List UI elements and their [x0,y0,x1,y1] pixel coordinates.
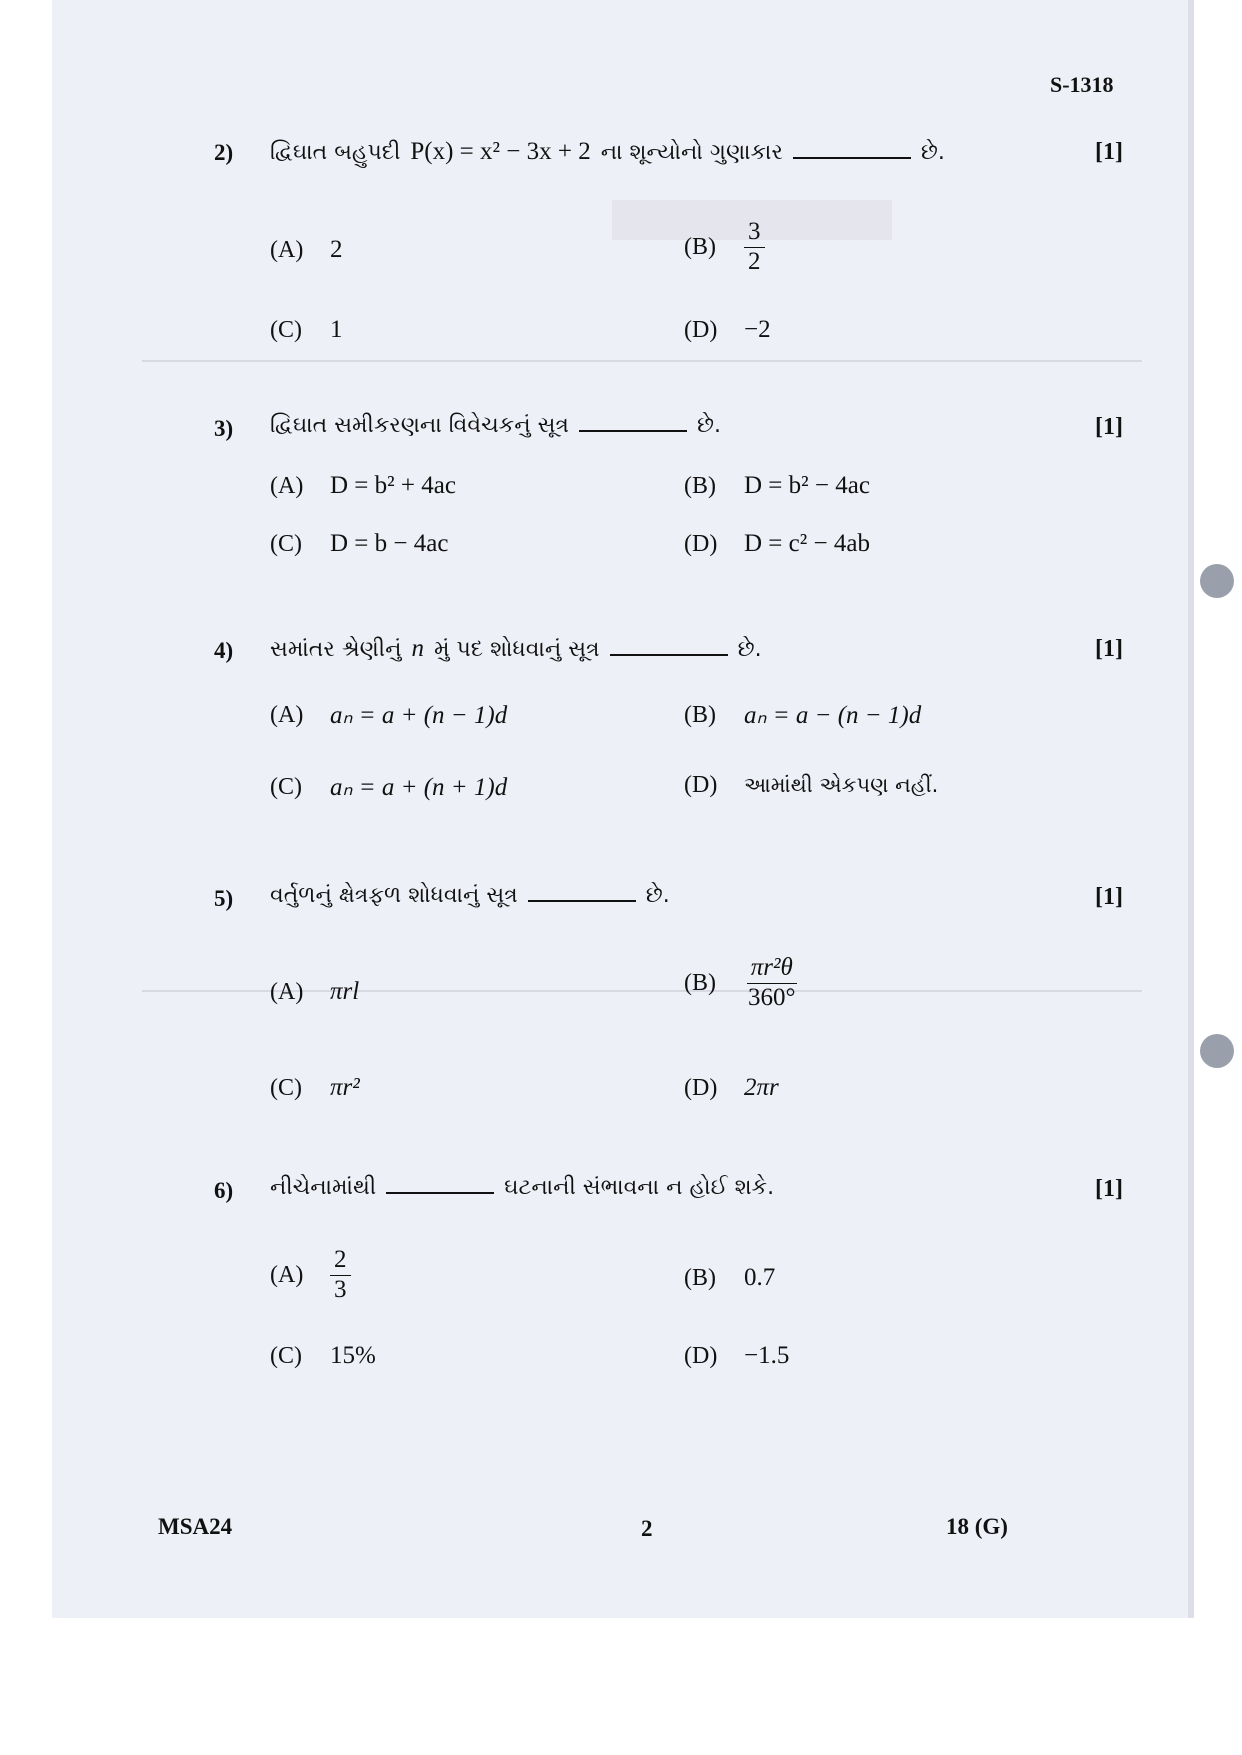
option-a [270,978,359,1006]
option-a [270,1246,351,1305]
fraction-denominator: 360° [748,983,796,1011]
option-label: (D) [684,1342,718,1369]
option-d [684,772,938,799]
option-label: (C) [270,530,302,557]
footer-right-code: 18 (G) [946,1514,1008,1539]
option-value: 15% [330,1342,376,1369]
option-value: D = b² + 4ac [330,472,456,499]
fraction [330,1246,351,1305]
fraction [744,218,765,277]
option-a [270,472,456,500]
option-d [684,316,771,344]
question-number: 6) [214,1178,234,1203]
answer-blank [528,900,636,902]
option-value: πr² [330,1074,360,1101]
option-value: D = b − 4ac [330,530,449,557]
question-text-part: દ્વિઘાત સમીકરણના વિવેચકનું સૂત્ર [270,413,569,438]
option-d [684,530,870,558]
option-value: aₙ = a + (n − 1)d [330,702,508,729]
option-value: −2 [744,316,771,343]
answer-blank [579,430,687,432]
question-text [270,413,721,438]
punch-hole [1200,564,1234,598]
option-a [270,700,507,730]
option-label: (B) [684,1264,716,1291]
footer-left-code: MSA24 [158,1514,233,1539]
option-label: (C) [270,773,302,800]
math-expression: P(x) = x² − 3x + 2 [410,138,591,165]
option-value: D = c² − 4ab [744,530,870,557]
option-label: (A) [270,472,304,499]
option-a [270,236,343,264]
question-text-end: છે. [920,140,945,165]
question-text [270,883,670,908]
option-label: (B) [684,701,716,728]
question-marks: [1] [1095,1176,1123,1202]
fraction-numerator: 2 [330,1246,351,1276]
question-number: 5) [214,886,234,911]
answer-blank [386,1192,494,1194]
option-c [270,530,448,558]
question-text-end: છે. [696,413,721,438]
option-label: (C) [270,1074,302,1101]
option-label: (B) [684,472,716,499]
option-b [684,700,921,730]
option-d [684,1074,779,1102]
option-label: (D) [684,316,718,343]
paper-code: S-1318 [1050,72,1114,97]
fraction-numerator: 3 [744,218,765,248]
question-text-end: છે. [737,637,762,662]
question-text-part: સમાંતર શ્રેણીનું [270,637,402,662]
option-label: (C) [270,1342,302,1369]
fraction-denominator: 3 [334,1275,347,1303]
option-value: 1 [330,316,343,343]
option-label: (A) [270,978,304,1005]
option-c [270,1342,376,1370]
question-number: 3) [214,416,234,441]
bleed-through-line [142,360,1142,362]
question-text-part: દ્વિઘાત બહુપદી [270,140,401,165]
page-number: 2 [641,1516,653,1541]
question-marks: [1] [1095,884,1123,910]
option-label: (A) [270,236,304,263]
question-text-part: વર્તુળનું ક્ષેત્રફળ શોધવાનું સૂત્ર [270,883,518,908]
option-d [684,1342,789,1370]
option-c [270,772,507,802]
option-b [684,954,800,1013]
option-value: 2 [330,236,343,263]
question-marks: [1] [1095,139,1123,165]
question-text [270,635,762,663]
option-label: (D) [684,1074,718,1101]
question-number: 2) [214,140,234,165]
option-value: πrl [330,978,360,1005]
option-c [270,316,343,344]
question-text-part: મું પદ શોધવાનું સૂત્ર [434,637,600,662]
option-value: આમાંથી એકપણ નહીં. [744,773,939,797]
option-value: D = b² − 4ac [744,472,870,499]
option-value: −1.5 [744,1342,790,1369]
question-text-part: ઘટનાની સંભાવના ન હોઈ શકે. [504,1175,775,1200]
math-variable: n [411,635,424,662]
option-value: 2πr [744,1074,779,1101]
option-b [684,1264,775,1292]
question-text-part: નીચેનામાંથી [270,1175,377,1200]
question-marks: [1] [1095,414,1123,440]
option-c [270,1074,360,1102]
answer-blank [610,654,728,656]
fraction-denominator: 2 [748,247,761,275]
option-label: (B) [684,233,716,260]
punch-hole [1200,1034,1234,1068]
option-label: (D) [684,772,718,798]
option-value: aₙ = a − (n − 1)d [744,702,922,729]
option-label: (A) [270,1261,304,1288]
question-number: 4) [214,638,234,663]
option-label: (D) [684,530,718,557]
paper-sheet [52,0,1194,1618]
option-label: (C) [270,316,302,343]
option-label: (B) [684,969,716,996]
fraction [744,954,800,1013]
question-text [270,138,945,166]
option-value: 0.7 [744,1264,776,1291]
fraction-numerator: πr²θ [747,954,797,984]
question-marks: [1] [1095,636,1123,662]
option-label: (A) [270,701,304,728]
question-text [270,1175,774,1200]
question-text-part: ના શૂન્યોનો ગુણાકાર [600,140,783,165]
option-value: aₙ = a + (n + 1)d [330,774,508,801]
question-text-end: છે. [645,883,670,908]
option-b [684,472,870,500]
option-b [684,218,765,277]
answer-blank [793,157,911,159]
